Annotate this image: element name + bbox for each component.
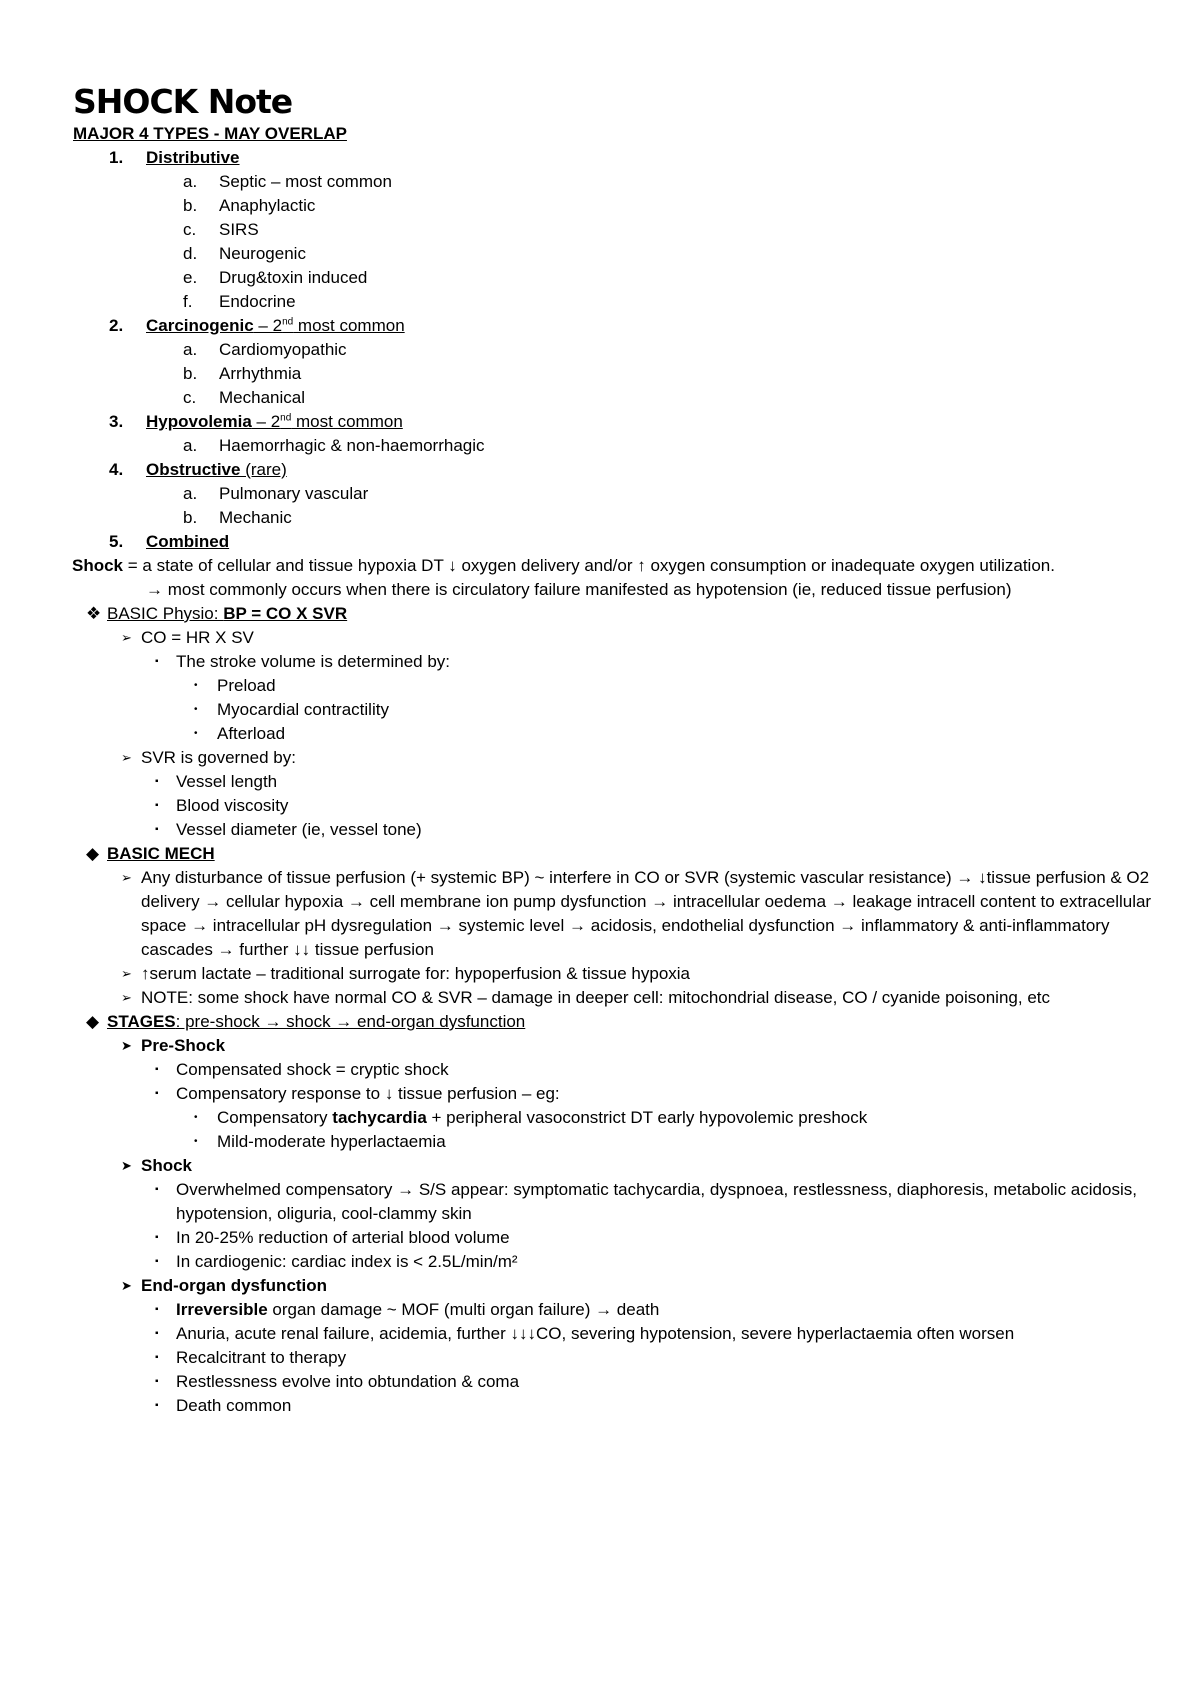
type-item [73,410,1153,434]
endorgan-item-2: Recalcitrant to therapy [176,1348,347,1367]
endorgan-label: End-organ dysfunction [141,1276,328,1295]
stages-label: STAGES [107,1012,176,1031]
definition-term: Shock [72,556,124,575]
type-subitem [73,338,1153,362]
subitem-letter: a. [183,484,198,503]
type-note: (rare) [240,460,287,479]
type-note-sup: nd [282,316,294,328]
basic-mech-label: BASIC MECH [107,844,215,863]
subitem-letter: a. [183,172,198,191]
type-name: Distributive [146,148,240,167]
preshock-sub-bold: tachycardia [332,1108,427,1127]
subitem-text: Anaphylactic [219,196,316,215]
subitem-letter: d. [183,244,198,263]
list-item [73,1058,1153,1082]
subitem-text: Haemorrhagic & non-haemorrhagic [219,436,485,455]
stroke-item-contractility: Myocardial contractility [217,700,389,719]
type-number: 5. [109,532,124,551]
list-item [73,1298,1153,1322]
square-icon: ▪ [155,1304,159,1315]
subitem-letter: b. [183,508,198,527]
subitem-letter: e. [183,268,198,287]
list-item [73,1082,1153,1106]
square-icon: ▪ [155,824,159,835]
list-item [73,722,1153,746]
list-item [73,698,1153,722]
type-name: Combined [146,532,230,551]
subitem-text: Mechanic [219,508,292,527]
type-note: – 2 [253,316,283,335]
dot-icon: • [194,680,198,691]
svr-text: SVR is governed by: [141,748,296,767]
type-heading [146,460,287,479]
mech-item [73,986,1153,1010]
co-line [73,626,1153,650]
type-name: Obstructive [146,460,241,479]
arrowhead-bold-icon: ➤ [121,1278,132,1293]
type-number: 3. [109,412,124,431]
svr-item-length: Vessel length [176,772,278,791]
svr-item-viscosity: Blood viscosity [176,796,289,815]
preshock-heading [73,1034,1153,1058]
list-item [73,1106,1153,1130]
list-item [73,1370,1153,1394]
shock-label: Shock [141,1156,193,1175]
type-name: Hypovolemia [146,412,252,431]
mech-item [73,866,1171,962]
definition-text: = a state of cellular and tissue hypoxia DT ↓ oxygen delivery and/or ↑ oxygen consumption or inadequate oxygen utilization. [123,556,1055,575]
subitem-letter: c. [183,220,197,239]
subitem-letter: f. [183,292,193,311]
square-icon: ▪ [155,1232,159,1243]
list-item [73,818,1153,842]
arrowhead-icon: ➢ [121,630,132,645]
document-page [73,82,1153,1418]
square-icon: ▪ [155,1256,159,1267]
square-icon: ▪ [155,776,159,787]
endorgan-item-3: Restlessness evolve into obtundation & coma [176,1372,520,1391]
type-subitem [73,506,1153,530]
type-heading [146,148,240,167]
subitem-text: Endocrine [219,292,296,311]
preshock-sub-post: + peripheral vasoconstrict DT early hypovolemic preshock [426,1108,868,1127]
stages-heading [73,1010,1153,1034]
shock-item-3: In cardiogenic: cardiac index is < 2.5L/min/m² [176,1252,518,1271]
type-subitem [73,290,1153,314]
svr-item-diameter: Vessel diameter (ie, vessel tone) [176,820,422,839]
square-icon: ▪ [155,800,159,811]
type-number: 2. [109,316,124,335]
subitem-text: Cardiomyopathic [219,340,347,359]
subitem-text: Drug&toxin induced [219,268,368,287]
stroke-item-afterload: Afterload [217,724,286,743]
list-item [73,1178,1200,1226]
endorgan-heading [73,1274,1153,1298]
type-subitem [73,194,1153,218]
list-item [73,770,1153,794]
diamond4-icon: ❖ [86,604,102,623]
type-subitem [73,434,1153,458]
type-subitem [73,218,1153,242]
list-item [73,1250,1153,1274]
arrowhead-icon: ➢ [121,966,132,981]
type-heading [146,316,405,335]
square-icon: ▪ [155,1400,159,1411]
svr-line [73,746,1153,770]
square-icon: ▪ [155,1376,159,1387]
dot-icon: • [194,1112,198,1123]
arrowhead-bold-icon: ➤ [121,1158,132,1173]
type-note-tail: most common [293,316,405,335]
square-icon: ▪ [155,1088,159,1099]
type-subitem [73,242,1153,266]
preshock-item-1: Compensated shock = cryptic shock [176,1060,449,1079]
arrowhead-icon: ➢ [121,990,132,1005]
shock-heading [73,1154,1153,1178]
basic-mech-heading [73,842,1153,866]
basic-physio-heading [73,602,1153,626]
list-item [73,1226,1153,1250]
type-note-tail: most common [291,412,403,431]
list-item [73,1346,1153,1370]
type-item [73,530,1153,554]
endorgan-first-bold: Irreversible [176,1300,268,1319]
arrowhead-icon: ➢ [121,870,132,885]
list-item [73,794,1153,818]
mech-text-3: NOTE: some shock have normal CO & SVR – damage in deeper cell: mitochondrial disease, CO / cyanide poisoning, etc [141,988,1050,1007]
preshock-sub-pre: Compensatory [217,1108,333,1127]
shock-item-2: In 20-25% reduction of arterial blood volume [176,1228,510,1247]
preshock-label: Pre-Shock [141,1036,226,1055]
dot-icon: • [194,728,198,739]
square-icon: ▪ [155,656,159,667]
endorgan-first-rest: organ damage ~ MOF (multi organ failure) → death [267,1300,660,1319]
type-subitem [73,362,1153,386]
co-text: CO = HR X SV [141,628,254,647]
preshock-item-2: Compensatory response to ↓ tissue perfusion – eg: [176,1084,560,1103]
subitem-letter: a. [183,340,198,359]
type-item [73,146,1153,170]
square-icon: ▪ [155,1184,159,1195]
arrowhead-icon: ➢ [121,750,132,765]
type-heading [146,412,403,431]
subitem-letter: a. [183,436,198,455]
subitem-text: SIRS [219,220,259,239]
basic-physio-formula: BP = CO X SVR [223,604,348,623]
subitem-text: Neurogenic [219,244,306,263]
subitem-letter: c. [183,388,197,407]
types-list [73,146,1153,554]
type-subitem [73,266,1153,290]
type-item [73,458,1153,482]
type-item [73,314,1153,338]
arrowhead-bold-icon: ➤ [121,1038,132,1053]
list-item [73,1394,1153,1418]
shock-item-1: Overwhelmed compensatory → S/S appear: symptomatic tachycardia, dyspnoea, restlessness, diaphoresis, metabolic acidosis, hypotension, oliguria, cool-clammy skin [176,1180,1137,1223]
endorgan-item-4: Death common [176,1396,292,1415]
type-note-sup: nd [280,412,292,424]
preshock-sub-2: Mild-moderate hyperlactaemia [217,1132,446,1151]
mech-text-1: Any disturbance of tissue perfusion (+ systemic BP) ~ interfere in CO or SVR (systemic vascular resistance) → ↓tissue perfusion & O2 delivery → cellular hypoxia → cell membrane ion pump dysfunction → intracellular oedema → leakage intracell content to extracellular space → intracellular pH dysregulation → systemic level → acidosis, endothelial dysfunction → inflammatory & anti-inflammatory cascades → further ↓↓ tissue perfusion [141,868,1152,959]
stroke-line [73,650,1153,674]
subitem-letter: b. [183,364,198,383]
subitem-text: Mechanical [219,388,305,407]
type-number: 1. [109,148,124,167]
page-title: SHOCK Note [73,82,293,121]
stroke-text: The stroke volume is determined by: [176,652,451,671]
list-item [73,674,1153,698]
square-icon: ▪ [155,1328,159,1339]
shock-definition [72,554,1153,578]
list-item [73,1130,1153,1154]
subitem-text: Pulmonary vascular [219,484,369,503]
stages-desc: : pre-shock → shock → end-organ dysfunction [175,1012,526,1031]
subitem-letter: b. [183,196,198,215]
type-subitem [73,482,1153,506]
subitem-text: Arrhythmia [219,364,302,383]
subitem-text: Septic – most common [219,172,392,191]
type-subitem [73,170,1153,194]
dot-icon: • [194,704,198,715]
square-icon: ▪ [155,1352,159,1363]
type-name: Carcinogenic [146,316,254,335]
stroke-item-preload: Preload [217,676,276,695]
type-subitem [73,386,1153,410]
type-number: 4. [109,460,124,479]
diamond-icon: ◆ [86,1012,100,1031]
mech-item [73,962,1153,986]
diamond-icon: ◆ [86,844,100,863]
endorgan-item-1: Anuria, acute renal failure, acidemia, further ↓↓↓CO, severing hypotension, severe hyperlactaemia often worsen [176,1324,1015,1343]
type-heading [146,532,229,551]
type-note: – 2 [251,412,281,431]
subtitle: MAJOR 4 TYPES - MAY OVERLAP [73,124,347,143]
basic-physio-label: BASIC Physio: [107,604,224,623]
list-item [73,1322,1153,1346]
mech-text-2: ↑serum lactate – traditional surrogate for: hypoperfusion & tissue hypoxia [141,964,691,983]
square-icon: ▪ [155,1064,159,1075]
definition-line2: → most commonly occurs when there is circulatory failure manifested as hypotension (ie, reduced tissue perfusion) [146,580,1012,599]
dot-icon: • [194,1136,198,1147]
